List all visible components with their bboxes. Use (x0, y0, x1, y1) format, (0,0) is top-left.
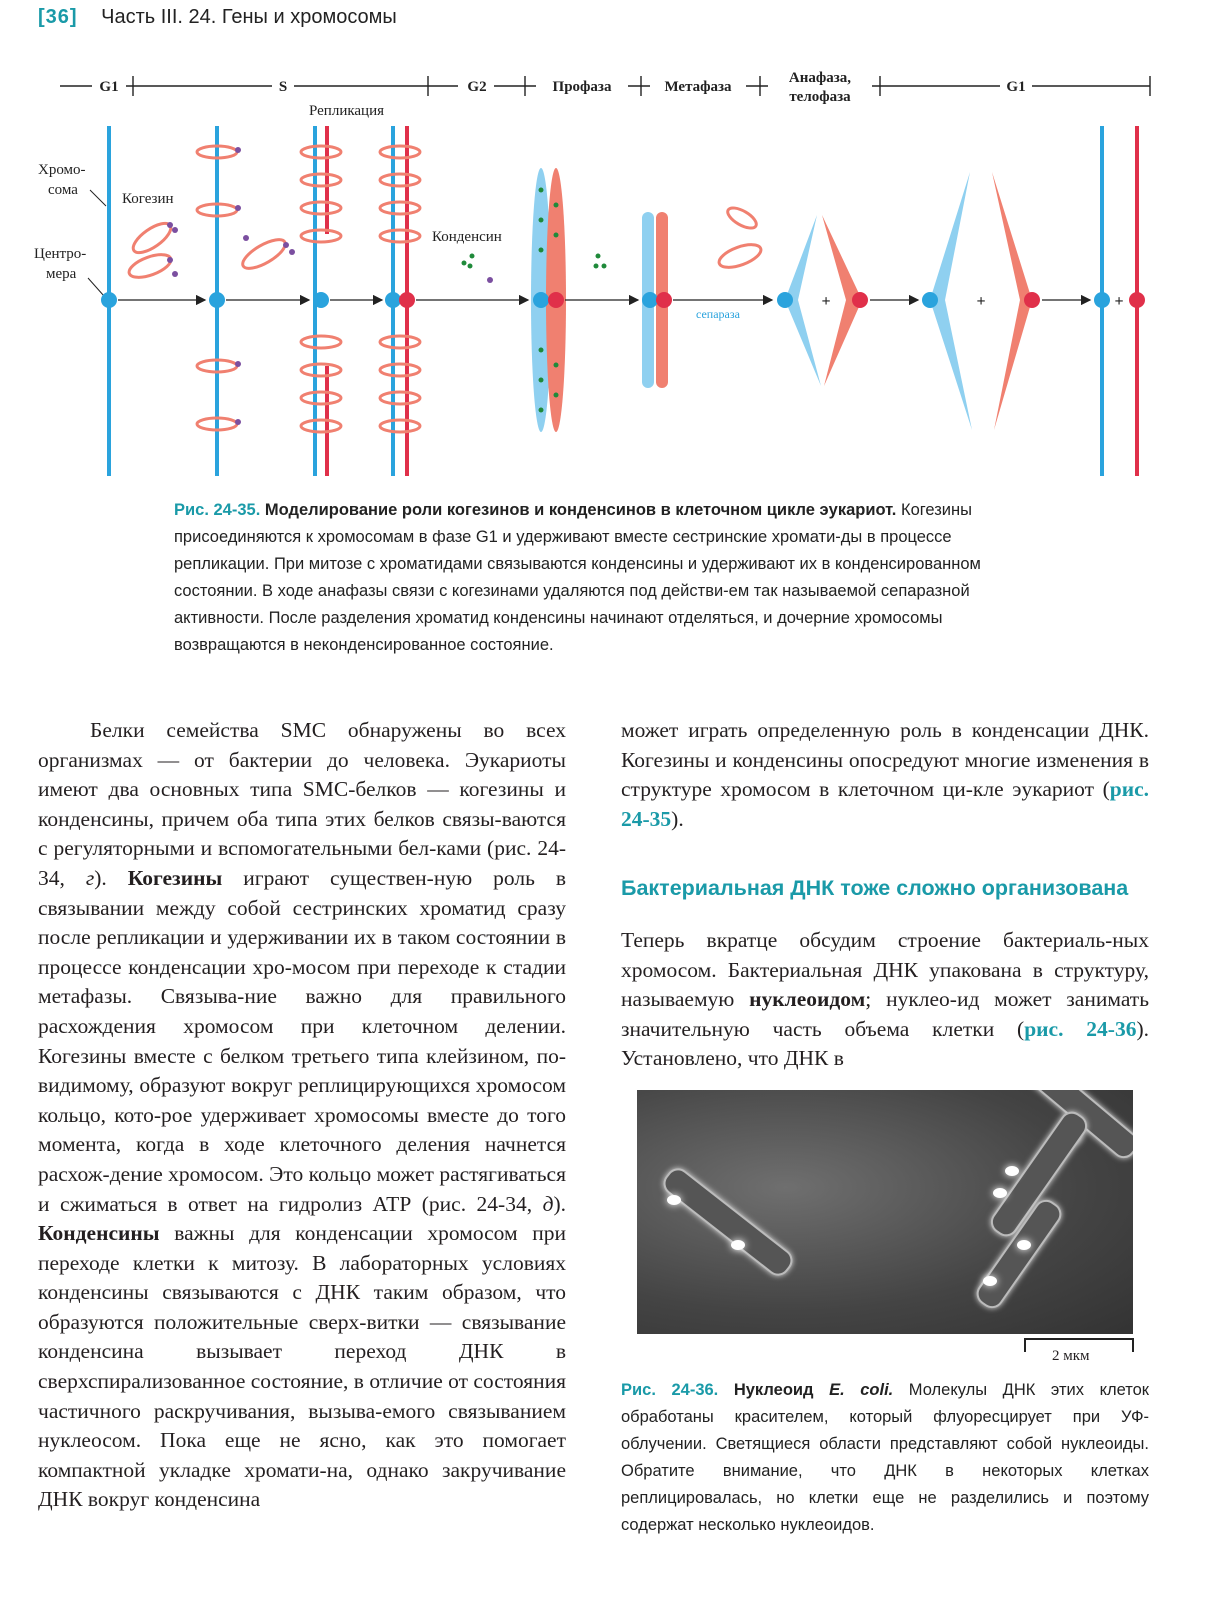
right-column-text-top: может играть определенную роль в конденсации ДНК. Когезины и конденсины опосредуют многие изменения в структуре хромосом в клеточном ци-кле эукариот (рис. 24-35). (621, 718, 1149, 831)
caption-title: Моделирование роли когезинов и конденсинов в клеточном цикле эукариот. (264, 501, 897, 519)
caption-number: Рис. 24-35. (174, 501, 261, 519)
figure-24-35-caption (174, 497, 1044, 659)
left-column-text: Белки семейства SMC обнаружены во всех организмах — от бактерии до человека. Эукариоты имеют два основных типа SMC-белков — когезины и конденсины, причем оба типа этих белков связы-ваются с регуляторными и вспомогательными бел-ками (рис. 24-34, г). Когезины играют существен-ную роль в связывании между собой сестринских хроматид сразу после репликации и удерживании их в таком состоянии в процессе конденсации хро-мосом при переходе к стадии метафазы. Связыва-ние важно для правильного расхождения хромосом при клеточном делении. Когезины вместе с белком третьего типа клейзином, по-видимому, образуют вокруг реплицирующихся хромосом кольцо, кото-рое удерживает хромосомы вместе до того момента, когда в ходе клеточного деления начнется расхож-дение хромосом. Это кольцо может растягиваться и сжиматься в ответ на гидролиз АТР (рис. 24-34, д). Конденсины важны для конденсации хромосом при переходе клетки к митозу. В лабораторных условиях конденсины связываются с ДНК таким образом, что образуются положительные сверх-витки — связывание конденсина вызывает переход ДНК в сверхспирализованное состояние, в отличие от состояния частичного раскручивания, вызыва-емого связыванием нуклеосом. Пока еще не ясно, как это помогает компактной укладке хромати-на, однако закручивание ДНК вокруг конденсина (38, 718, 566, 1512)
figure-ref-24-36[interactable]: рис. 24-36 (1024, 1016, 1137, 1041)
phase-g1b-label: G1 (1006, 79, 1026, 95)
replication-label: Репликация (309, 103, 385, 119)
phase-metaphase-label: Метафаза (664, 79, 732, 95)
phase-prophase-label: Профаза (552, 79, 612, 95)
phase-g2-label: G2 (467, 79, 487, 95)
scale-bar-label: 2 мкм (1052, 1348, 1090, 1364)
phase-g1-label: G1 (99, 79, 119, 95)
nucleoid-micrograph (637, 1090, 1133, 1334)
plus-sign-2: + (976, 293, 986, 310)
separase-label: сепараза (696, 307, 740, 321)
chromosome-label-2: сома (48, 182, 78, 198)
plus-sign-1: + (821, 293, 831, 310)
plus-sign-3: + (1114, 293, 1124, 310)
page-number: [36] (38, 6, 78, 28)
centromere-label: Центро- (34, 246, 87, 262)
phase-anaphase-label: Анафаза, (788, 70, 852, 86)
condensin-label: Конденсин (432, 229, 502, 245)
page-header (38, 6, 397, 29)
caption-text: Когезины присоединяются к хромосомам в фазе G1 и удерживают вместе сестринские хромати-ды в процессе репликации. При митозе с хроматидами связываются конденсины и удерживают их в конденсированном состоянии. В ходе анафазы связи с когезинами удаляются под действи-ем так называемой сепаразной активности. После разделения хроматид конденсины начинают отделяться, и дочерние хромосомы возвращаются в неконденсированное состояние. (174, 501, 981, 654)
phase-s-label: S (278, 79, 288, 95)
chromosome-label: Хромо- (38, 162, 86, 178)
centromere-label-2: мера (46, 266, 77, 282)
cell-cycle-figure (0, 60, 1213, 490)
cohesin-label: Когезин (122, 191, 174, 207)
running-title: Часть III. 24. Гены и хромосомы (101, 6, 397, 28)
figure-24-36-caption: Рис. 24-36. Нуклеоид E. coli. Молекулы ДНК этих клеток обработаны красителем, который флуоресцирует при УФ-облучении. Светящиеся области представляют собой нуклеоиды. Обратите внимание, что ДНК в некоторых клетках реплицировалась, но клетки еще не разделились и поэтому содержат несколько нуклеоидов. (621, 1381, 1149, 1534)
right-column-text-bottom: Теперь вкратце обсудим строение бактериаль-ных хромосом. Бактериальная ДНК упакована в структуру, называемую нуклеоидом; нуклео-ид может занимать значительную часть объема клетки (рис. 24-36). Установлено, что ДНК в (621, 928, 1149, 1071)
phase-telophase-label: телофаза (789, 89, 851, 105)
section-heading: Бактериальная ДНК тоже сложно организована (621, 876, 1129, 900)
figure-ref-24-35[interactable]: рис. 24-35 (621, 777, 1149, 831)
